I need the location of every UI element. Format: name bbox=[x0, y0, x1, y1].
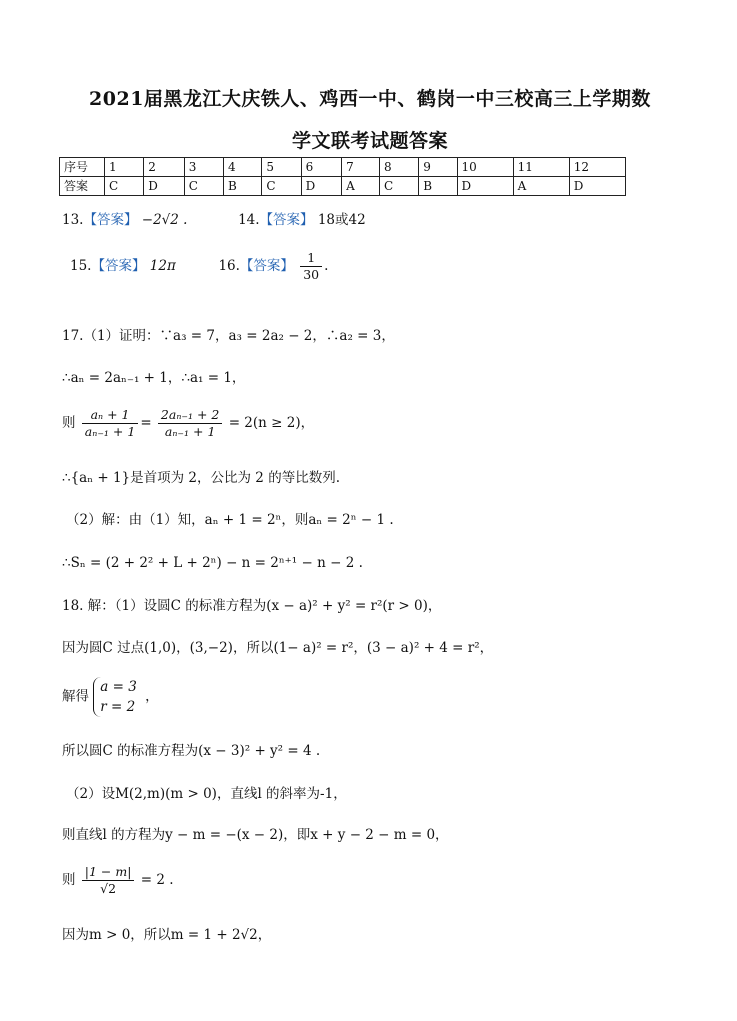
q18-line-3-prefix: 解得 bbox=[62, 688, 89, 705]
table-cell: 7 bbox=[342, 158, 380, 177]
q15-number: 15. bbox=[70, 258, 92, 274]
q18-line-5: （2）设M(2,m)(m > 0)，直线l 的斜率为-1， bbox=[66, 786, 347, 802]
q16-denominator: 30 bbox=[303, 267, 320, 282]
table-header-answer: 答案 bbox=[60, 177, 105, 196]
answer-tag: 【答案】 bbox=[239, 258, 294, 274]
q18-line-6: 则直线l 的方程为y − m = −(x − 2)，即x + y − 2 − m = 0， bbox=[62, 827, 449, 843]
q17-fraction-1-den: aₙ₋₁ + 1 bbox=[84, 424, 136, 439]
q17-fraction-2-den: aₙ₋₁ + 1 bbox=[164, 424, 216, 439]
table-cell: C bbox=[262, 177, 301, 196]
q18-line-7 bbox=[62, 864, 174, 897]
q18-system-eq-1: a = 3 bbox=[100, 679, 137, 695]
table-cell: 5 bbox=[262, 158, 301, 177]
table-cell: 6 bbox=[301, 158, 341, 177]
q18-system-eq-2: r = 2 bbox=[100, 699, 136, 715]
table-cell: B bbox=[224, 177, 262, 196]
q17-line-6: ∴Sₙ = (2 + 2² + L + 2ⁿ) − n = 2ⁿ⁺¹ − n − 2 . bbox=[62, 555, 363, 571]
table-header-number: 序号 bbox=[60, 158, 105, 177]
q18-line-1: 18. 解：（1）设圆C 的标准方程为(x − a)² + y² = r²(r > 0)， bbox=[62, 598, 442, 614]
q17-line-2: ∴aₙ = 2aₙ₋₁ + 1，∴a₁ = 1， bbox=[62, 370, 246, 386]
table-cell: D bbox=[144, 177, 184, 196]
table-cell: C bbox=[105, 177, 144, 196]
q18-line-2: 因为圆C 过点(1,0)，(3,−2)，所以(1− a)² = r²，(3 − a)² + 4 = r²， bbox=[62, 640, 494, 656]
table-cell: 8 bbox=[379, 158, 418, 177]
q15-answer: 12π bbox=[149, 258, 176, 274]
q18-line-7-prefix: 则 bbox=[62, 872, 76, 888]
q18-line-8: 因为m > 0，所以m = 1 + 2√2， bbox=[62, 927, 272, 943]
q17-line-4: ∴{aₙ + 1}是首项为 2，公比为 2 的等比数列. bbox=[62, 470, 340, 486]
q14-answer: 18或42 bbox=[317, 212, 366, 228]
table-cell: 10 bbox=[457, 158, 513, 177]
q16-fraction bbox=[300, 250, 322, 283]
answer-tag: 【答案】 bbox=[259, 212, 314, 228]
table-cell: 11 bbox=[513, 158, 569, 177]
q18-fraction bbox=[82, 864, 135, 897]
title-line-1: 2021届黑龙江大庆铁人、鸡西一中、鹤岗一中三校高三上学期数 bbox=[89, 88, 651, 110]
q17-line-1: 17.（1）证明：∵a₃ = 7，a₃ = 2a₂ − 2，∴a₂ = 3， bbox=[62, 328, 395, 344]
table-cell: B bbox=[419, 177, 457, 196]
q17-fraction-1 bbox=[82, 407, 139, 440]
q17-line-3-suffix: = 2(n ≥ 2)， bbox=[228, 415, 315, 431]
table-cell: C bbox=[184, 177, 223, 196]
q18-line-7-suffix: = 2 . bbox=[140, 872, 174, 888]
table-cell: D bbox=[457, 177, 513, 196]
table-cell: 2 bbox=[144, 158, 184, 177]
q17-line-3: 则 $\frac{\text{aₙ + 1}}{\text{aₙ₋₁ + 1}}$ = $\frac{\text{2aₙ₋₁ + 2}}{\text{aₙ₋₁ + 1}}$ = 2(n ≥ 2)， bbox=[62, 407, 315, 439]
q18-fraction-den: √2 bbox=[100, 881, 117, 896]
answer-table bbox=[59, 157, 626, 196]
table-cell: 12 bbox=[569, 158, 625, 177]
q17-fraction-2-num: 2aₙ₋₁ + 2 bbox=[158, 407, 222, 424]
q16-number: 16. bbox=[218, 258, 240, 274]
q13-number: 13. bbox=[62, 212, 84, 228]
answer-13-14-line bbox=[62, 210, 366, 230]
table-cell: D bbox=[301, 177, 341, 196]
q13-answer: −2√2 . bbox=[141, 212, 188, 228]
table-cell: C bbox=[379, 177, 418, 196]
table-cell: D bbox=[569, 177, 625, 196]
q16-numerator: 1 bbox=[300, 250, 322, 267]
q17-line-3-prefix: 则 bbox=[62, 415, 76, 431]
table-cell: 4 bbox=[224, 158, 262, 177]
table-row-answers bbox=[60, 177, 626, 196]
table-cell: A bbox=[342, 177, 380, 196]
table-cell: A bbox=[513, 177, 569, 196]
answer-15-16-line: 15.【答案】 12π 16.【答案】 $\frac{1}{30}$ . bbox=[70, 250, 329, 282]
answer-tag: 【答案】 bbox=[91, 258, 146, 274]
answer-tag: 【答案】 bbox=[83, 212, 138, 228]
q18-line-3-suffix: ， bbox=[145, 688, 159, 705]
table-row-numbers bbox=[60, 158, 626, 177]
q17-fraction-2 bbox=[158, 407, 222, 440]
q18-equation-system bbox=[93, 677, 141, 717]
table-cell: 3 bbox=[184, 158, 223, 177]
q17-fraction-1-num: aₙ + 1 bbox=[82, 407, 139, 424]
table-cell: 1 bbox=[105, 158, 144, 177]
q18-line-4: 所以圆C 的标准方程为(x − 3)² + y² = 4 . bbox=[62, 743, 321, 759]
table-cell: 9 bbox=[419, 158, 457, 177]
q14-number: 14. bbox=[238, 212, 260, 228]
q17-line-5: （2）解：由（1）知，aₙ + 1 = 2ⁿ，则aₙ = 2ⁿ − 1 . bbox=[66, 512, 394, 528]
q18-fraction-num: |1 − m| bbox=[82, 864, 135, 881]
title-line-2: 学文联考试题答案 bbox=[291, 130, 448, 152]
q18-line-3 bbox=[62, 677, 159, 717]
